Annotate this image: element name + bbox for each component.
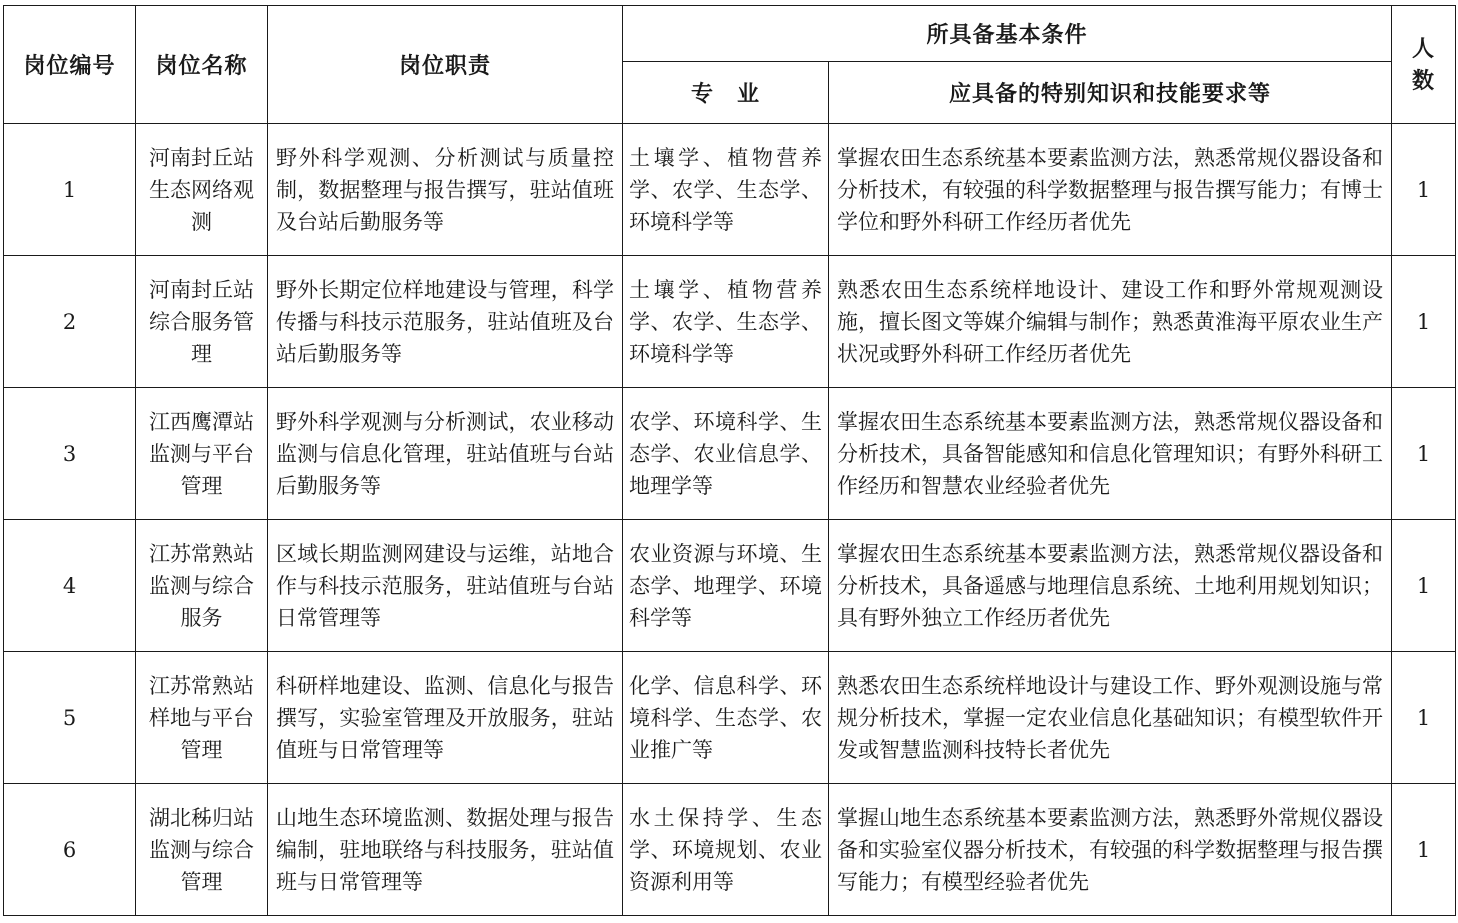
table-row <box>4 256 1456 388</box>
cell-skills: 掌握农田生态系统基本要素监测方法，熟悉常规仪器设备和分析技术，有较强的科学数据整理与报告撰写能力；有博士学位和野外科研工作经历者优先 <box>829 124 1392 256</box>
cell-major: 土壤学、植物营养学、农学、生态学、环境科学等 <box>623 124 829 256</box>
cell-position-name: 江西鹰潭站监测与平台管理 <box>136 388 268 520</box>
cell-major: 农学、环境科学、生态学、农业信息学、地理学等 <box>623 388 829 520</box>
cell-headcount: 1 <box>1392 520 1456 652</box>
cell-skills: 熟悉农田生态系统样地设计与建设工作、野外观测设施与常规分析技术，掌握一定农业信息化基础知识；有模型软件开发或智慧监测科技特长者优先 <box>829 652 1392 784</box>
cell-major: 水土保持学、生态学、环境规划、农业资源利用等 <box>623 784 829 916</box>
cell-skills: 熟悉农田生态系统样地设计、建设工作和野外常规观测设施，擅长图文等媒介编辑与制作；熟悉黄淮海平原农业生产状况或野外科研工作经历者优先 <box>829 256 1392 388</box>
header-headcount <box>1392 6 1456 124</box>
cell-position-duty: 科研样地建设、监测、信息化与报告撰写，实验室管理及开放服务，驻站值班与日常管理等 <box>268 652 623 784</box>
cell-headcount: 1 <box>1392 784 1456 916</box>
cell-position-id: 4 <box>4 520 136 652</box>
cell-position-id: 6 <box>4 784 136 916</box>
header-row <box>4 6 1456 62</box>
header-skills: 应具备的特别知识和技能要求等 <box>829 62 1392 124</box>
cell-position-id: 2 <box>4 256 136 388</box>
cell-position-name: 江苏常熟站监测与综合服务 <box>136 520 268 652</box>
cell-headcount: 1 <box>1392 124 1456 256</box>
cell-major: 化学、信息科学、环境科学、生态学、农业推广等 <box>623 652 829 784</box>
header-headcount-line1: 人 <box>1412 35 1436 62</box>
cell-position-name: 河南封丘站生态网络观测 <box>136 124 268 256</box>
cell-skills: 掌握农田生态系统基本要素监测方法，熟悉常规仪器设备和分析技术，具备智能感知和信息化管理知识；有野外科研工作经历和智慧农业经验者优先 <box>829 388 1392 520</box>
cell-position-duty: 野外长期定位样地建设与管理，科学传播与科技示范服务，驻站值班及台站后勤服务等 <box>268 256 623 388</box>
table-row <box>4 652 1456 784</box>
header-position-id: 岗位编号 <box>4 6 136 124</box>
cell-position-name: 河南封丘站综合服务管理 <box>136 256 268 388</box>
cell-position-duty: 区域长期监测网建设与运维，站地合作与科技示范服务，驻站值班与台站日常管理等 <box>268 520 623 652</box>
cell-position-name: 江苏常熟站样地与平台管理 <box>136 652 268 784</box>
cell-major: 农业资源与环境、生态学、地理学、环境科学等 <box>623 520 829 652</box>
header-basic-conditions: 所具备基本条件 <box>623 6 1392 62</box>
cell-position-duty: 野外科学观测、分析测试与质量控制，数据整理与报告撰写，驻站值班及台站后勤服务等 <box>268 124 623 256</box>
cell-skills: 掌握农田生态系统基本要素监测方法，熟悉常规仪器设备和分析技术，具备遥感与地理信息系统、土地利用规划知识；具有野外独立工作经历者优先 <box>829 520 1392 652</box>
table-row <box>4 784 1456 916</box>
table-row <box>4 520 1456 652</box>
header-headcount-line2: 数 <box>1412 67 1436 94</box>
cell-major: 土壤学、植物营养学、农学、生态学、环境科学等 <box>623 256 829 388</box>
cell-position-id: 1 <box>4 124 136 256</box>
cell-position-duty: 山地生态环境监测、数据处理与报告编制，驻地联络与科技服务，驻站值班与日常管理等 <box>268 784 623 916</box>
header-position-name: 岗位名称 <box>136 6 268 124</box>
header-position-duty: 岗位职责 <box>268 6 623 124</box>
positions-table <box>3 5 1456 916</box>
cell-headcount: 1 <box>1392 256 1456 388</box>
cell-position-duty: 野外科学观测与分析测试，农业移动监测与信息化管理，驻站值班与台站后勤服务等 <box>268 388 623 520</box>
table-row <box>4 124 1456 256</box>
cell-position-id: 5 <box>4 652 136 784</box>
table-row <box>4 388 1456 520</box>
cell-headcount: 1 <box>1392 388 1456 520</box>
cell-skills: 掌握山地生态系统基本要素监测方法，熟悉野外常规仪器设备和实验室仪器分析技术，有较强的科学数据整理与报告撰写能力；有模型经验者优先 <box>829 784 1392 916</box>
cell-position-id: 3 <box>4 388 136 520</box>
header-major: 专 业 <box>623 62 829 124</box>
cell-headcount: 1 <box>1392 652 1456 784</box>
cell-position-name: 湖北秭归站监测与综合管理 <box>136 784 268 916</box>
